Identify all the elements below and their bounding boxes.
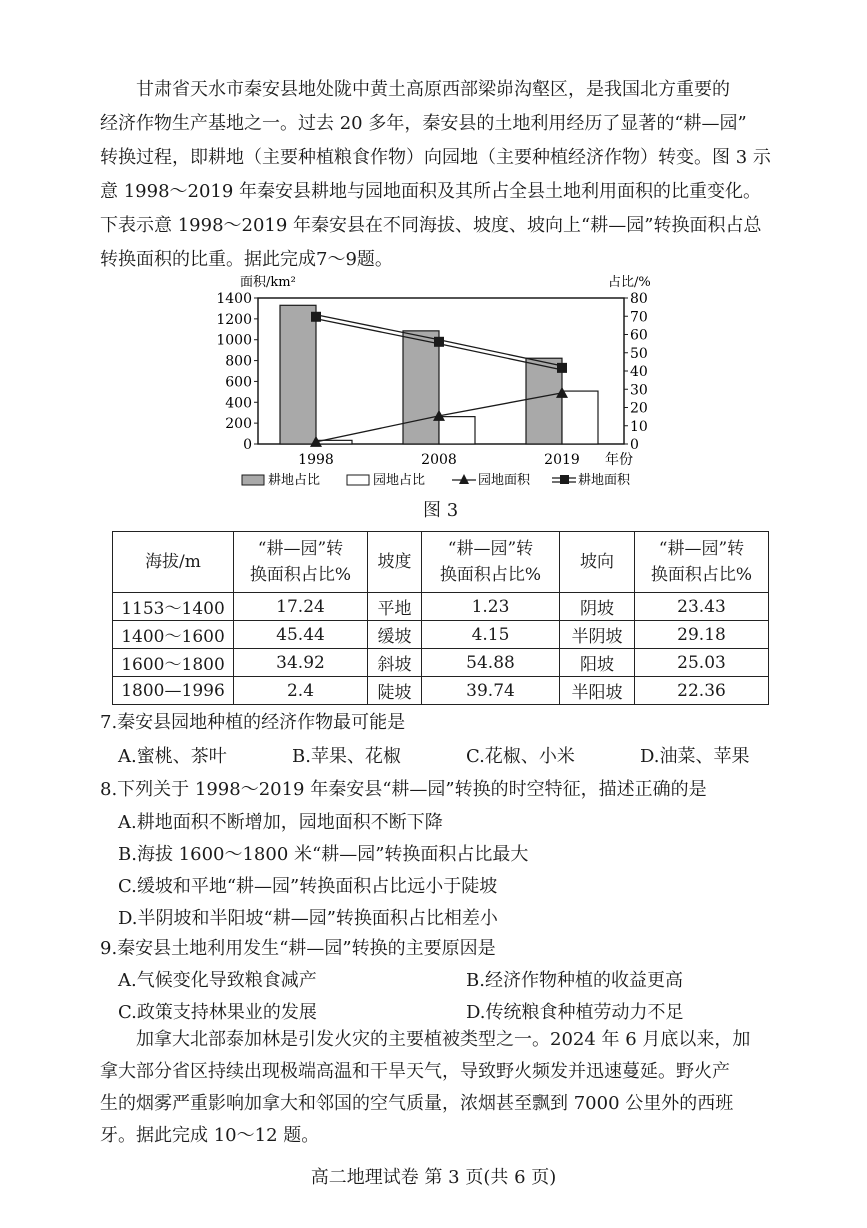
- table-header-cell: 海拔/m: [113, 532, 234, 593]
- x-tick-label: 1998: [298, 452, 334, 468]
- closing-line: 拿大部分省区持续出现极端高温和干旱天气，导致野火频发并迅速蔓延。野火产: [100, 1061, 730, 1082]
- intro-paragraph: [100, 73, 790, 277]
- left-tick-label: 600: [225, 374, 252, 391]
- table-cell: 缓坡: [368, 621, 422, 649]
- intro-line: 转换过程，即耕地（主要种植粮食作物）向园地（主要种植经济作物）转变。图 3 示: [100, 147, 771, 168]
- table-row: [113, 677, 769, 705]
- question-7-option-a: A.蜜桃、茶叶: [118, 746, 227, 767]
- question-7-option-c: C.花椒、小米: [466, 746, 575, 767]
- table-cell: 17.24: [234, 593, 368, 621]
- table-header-cell: 坡度: [368, 532, 422, 593]
- table-header-row: [113, 532, 769, 593]
- table-cell: 阳坡: [560, 649, 635, 677]
- cropland-area-point: [311, 312, 321, 322]
- right-tick-label: 80: [630, 291, 648, 307]
- question-7-option-b: B.苹果、花椒: [292, 746, 401, 767]
- left-tick-label: 200: [225, 416, 252, 433]
- left-tick-label: 1000: [216, 332, 252, 349]
- closing-line: 生的烟雾严重影响加拿大和邻国的空气质量，浓烟甚至飘到 7000 公里外的西班: [100, 1093, 734, 1114]
- table-cell: 1800—1996: [113, 677, 234, 705]
- table-cell: 45.44: [234, 621, 368, 649]
- left-tick-label: 0: [243, 437, 252, 453]
- question-9-stem: 9.秦安县土地利用发生“耕—园”转换的主要原因是: [100, 938, 496, 959]
- legend-label: 耕地面积: [578, 473, 631, 488]
- table-row: [113, 649, 769, 677]
- x-axis-title: 年份: [605, 452, 633, 468]
- question-8-option-b: B.海拔 1600～1800 米“耕—园”转换面积占比最大: [118, 844, 529, 865]
- table-cell: 2.4: [234, 677, 368, 705]
- cropland-share-bar: [403, 331, 439, 444]
- question-7-stem: 7.秦安县园地种植的经济作物最可能是: [100, 712, 406, 733]
- table-cell: 34.92: [234, 649, 368, 677]
- table-row: [113, 621, 769, 649]
- x-tick-label: 2019: [544, 452, 580, 468]
- left-tick-label: 1200: [216, 311, 252, 328]
- right-tick-label: 30: [630, 382, 648, 399]
- table-cell: 29.18: [635, 621, 769, 649]
- question-9-option-a: A.气候变化导致粮食减产: [118, 970, 317, 991]
- closing-paragraph: [100, 1024, 790, 1152]
- right-tick-label: 10: [630, 418, 648, 435]
- left-tick-label: 800: [225, 353, 252, 370]
- cropland-area-point: [434, 337, 444, 347]
- table-header-cell: “耕—园”转 换面积占比%: [635, 532, 769, 593]
- intro-line: 经济作物生产基地之一。过去 20 多年，秦安县的土地利用经历了显著的“耕—园”: [100, 113, 747, 134]
- intro-line: 下表示意 1998～2019 年秦安县在不同海拔、坡度、坡向上“耕—园”转换面积占总: [100, 215, 762, 236]
- table-cell: 23.43: [635, 593, 769, 621]
- left-axis-title: 面积/km²: [240, 275, 296, 290]
- question-8-option-d: D.半阴坡和半阳坡“耕—园”转换面积占比相差小: [118, 908, 498, 929]
- intro-line: 甘肃省天水市秦安县地处陇中黄土高原西部梁峁沟壑区，是我国北方重要的: [136, 79, 730, 100]
- legend-label: 园地占比: [373, 473, 426, 488]
- right-axis-title: 占比/%: [608, 275, 651, 290]
- table-cell: 39.74: [422, 677, 560, 705]
- legend-label: 园地面积: [478, 473, 531, 488]
- legend-marker-square: [560, 475, 569, 484]
- table-cell: 1.23: [422, 593, 560, 621]
- table-row: [113, 593, 769, 621]
- table-cell: 陡坡: [368, 677, 422, 705]
- table-cell: 1400～1600: [113, 621, 234, 649]
- cropland-area-point: [557, 363, 567, 373]
- closing-line: 加拿大北部泰加林是引发火灾的主要植被类型之一。2024 年 6 月底以来，加: [136, 1029, 751, 1050]
- table-cell: 22.36: [635, 677, 769, 705]
- table-cell: 1153～1400: [113, 593, 234, 621]
- right-tick-label: 40: [630, 364, 648, 380]
- table-cell: 阴坡: [560, 593, 635, 621]
- table-cell: 54.88: [422, 649, 560, 677]
- table-header-cell: 坡向: [560, 532, 635, 593]
- table-header-cell: “耕—园”转 换面积占比%: [422, 532, 560, 593]
- figure-label: 图 3: [423, 500, 459, 521]
- question-8-stem: 8.下列关于 1998～2019 年秦安县“耕—园”转换的时空特征，描述正确的是: [100, 779, 707, 800]
- table-cell: 25.03: [635, 649, 769, 677]
- intro-line: 转换面积的比重。据此完成7～9题。: [100, 249, 393, 270]
- table-cell: 4.15: [422, 621, 560, 649]
- question-8-option-a: A.耕地面积不断增加，园地面积不断下降: [118, 812, 443, 833]
- right-tick-label: 70: [630, 309, 648, 326]
- table-cell: 斜坡: [368, 649, 422, 677]
- orchard-share-bar: [562, 391, 598, 444]
- closing-line: 牙。据此完成 10～12 题。: [100, 1125, 320, 1146]
- legend-label: 耕地占比: [268, 473, 321, 488]
- right-tick-label: 60: [630, 327, 648, 344]
- right-tick-label: 20: [630, 400, 648, 417]
- question-7-option-d: D.油菜、苹果: [640, 746, 750, 767]
- legend-swatch-cropland-share: [242, 475, 264, 485]
- table-cell: 平地: [368, 593, 422, 621]
- legend-swatch-orchard-share: [347, 475, 369, 485]
- table-cell: 半阴坡: [560, 621, 635, 649]
- figure-3-chart: [200, 272, 670, 494]
- left-tick-label: 1400: [216, 291, 252, 307]
- table-cell: 半阳坡: [560, 677, 635, 705]
- page-footer: 高二地理试卷 第 3 页(共 6 页): [310, 1167, 557, 1188]
- cropland-share-bar: [526, 358, 562, 444]
- x-tick-label: 2008: [421, 452, 457, 468]
- question-8-option-c: C.缓坡和平地“耕—园”转换面积占比远小于陡坡: [118, 876, 498, 897]
- table-header-cell: “耕—园”转 换面积占比%: [234, 532, 368, 593]
- question-9-option-b: B.经济作物种植的收益更高: [466, 970, 683, 991]
- intro-line: 意 1998～2019 年秦安县耕地与园地面积及其所占全县土地利用面积的比重变化。: [100, 181, 762, 202]
- chart-legend: [242, 472, 631, 488]
- right-tick-label: 50: [630, 345, 648, 362]
- cropland-share-bar: [280, 305, 316, 444]
- legend-marker-triangle: [459, 474, 469, 484]
- conversion-table: [112, 531, 769, 705]
- left-tick-label: 400: [225, 395, 252, 412]
- table-cell: 1600～1800: [113, 649, 234, 677]
- question-9-option-c: C.政策支持林果业的发展: [118, 1002, 317, 1023]
- question-9-option-d: D.传统粮食种植劳动力不足: [466, 1002, 684, 1023]
- right-tick-label: 0: [630, 437, 639, 453]
